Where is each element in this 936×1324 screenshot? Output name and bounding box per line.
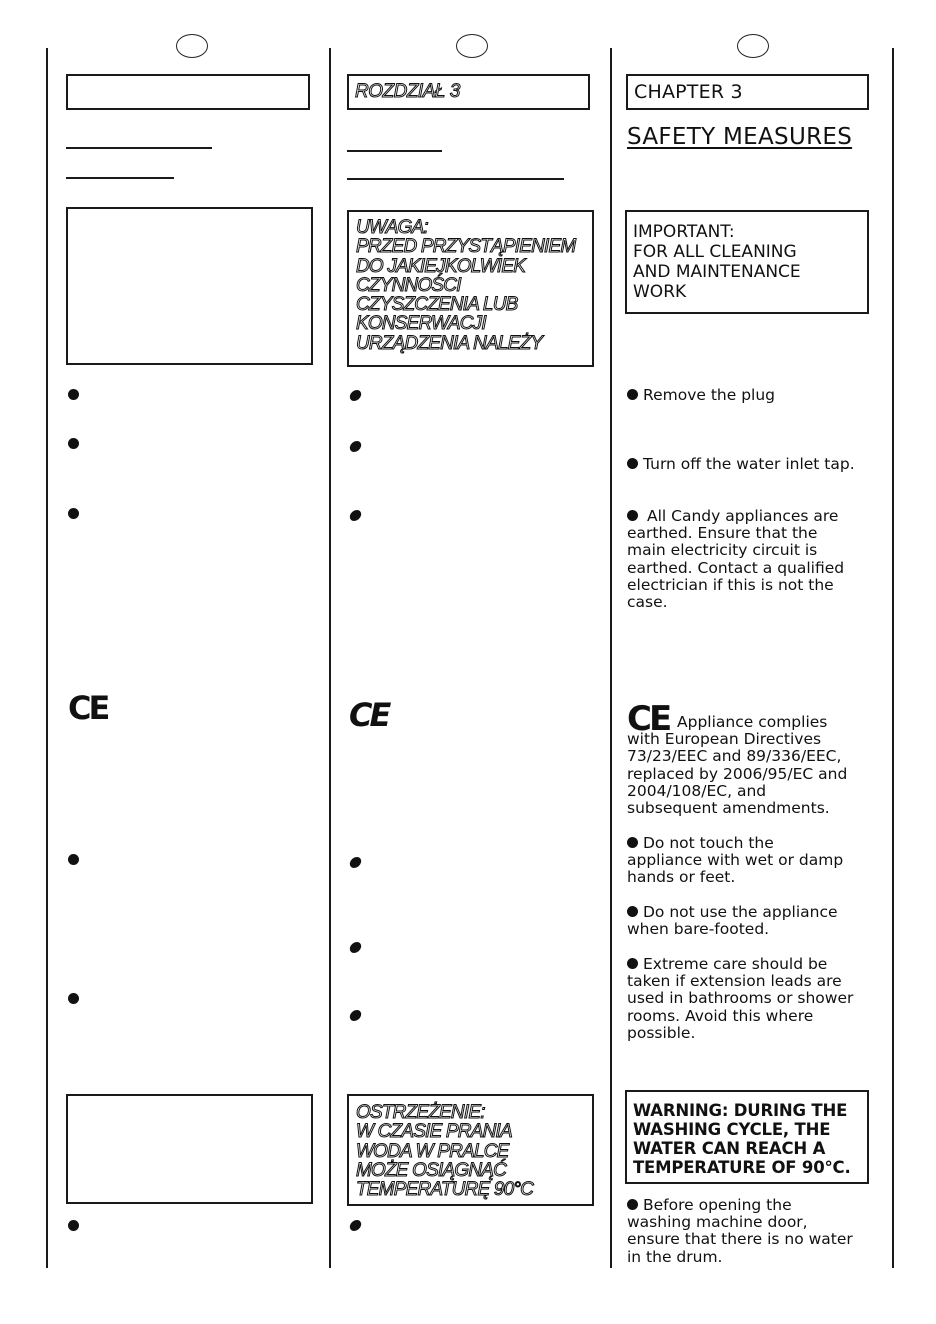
- language-badge-middle: [456, 34, 488, 58]
- bullet-icon: [627, 837, 638, 848]
- left-ce-mark: CE: [68, 689, 108, 727]
- middle-important-text: UWAGA: PRZED PRZYSTĄPIENIEM DO JAKIEJKOLWIEK CZYNNOŚCI CZYSZCZENIA LUB KONSERWACJI URZĄDZENIA NALEŻY: [356, 217, 576, 354]
- column-divider-3: [610, 48, 612, 1268]
- right-bullet-extension: Extreme care should be taken if extension leads are used in bathrooms or shower rooms. Avoid this where possible.: [627, 955, 854, 1042]
- left-bullet-1: [68, 389, 79, 400]
- left-chapter-box: [66, 74, 310, 110]
- left-bullet-4: [68, 854, 79, 865]
- bullet-icon: [627, 389, 638, 400]
- left-important-box: [66, 207, 313, 365]
- right-ce-text: Appliance complies with European Directives 73/23/EEC and 89/336/EEC, replaced by 2006/95/EC and 2004/108/EC, and subsequent amendments.: [627, 713, 848, 818]
- right-section-heading: SAFETY MEASURES: [627, 124, 853, 150]
- bullet-icon: [627, 1199, 638, 1210]
- right-bullet-remove-plug: Remove the plug: [627, 387, 887, 404]
- right-chapter-label: CHAPTER 3: [634, 81, 743, 103]
- middle-heading-underline-2: [347, 178, 564, 180]
- right-bullet-wet-hands: Do not touch the appliance with wet or damp hands or feet.: [627, 834, 844, 887]
- middle-bullet-5: [349, 942, 363, 953]
- right-bullet-door: Before opening the washing machine door, ensure that there is no water in the drum.: [627, 1196, 853, 1266]
- bullet-icon: [627, 458, 638, 469]
- right-bullet-water-tap: Turn off the water inlet tap.: [627, 456, 887, 473]
- language-badge-left: [176, 34, 208, 58]
- right-ce-compliance: [627, 699, 897, 818]
- left-bullet-5: [68, 993, 79, 1004]
- column-divider-2: [329, 48, 331, 1268]
- left-heading-underline-2: [66, 177, 174, 179]
- middle-heading-underline-1: [347, 150, 442, 152]
- left-bullet-6: [68, 1220, 79, 1231]
- middle-ce-mark: CE: [349, 696, 389, 734]
- right-important-text: IMPORTANT: FOR ALL CLEANING AND MAINTENANCE WORK: [633, 222, 801, 302]
- right-bullet-bare-footed: Do not use the appliance when bare-footed.: [627, 903, 838, 939]
- bullet-icon: [627, 958, 638, 969]
- left-heading-underline-1: [66, 147, 212, 149]
- right-bullet-earthed: All Candy appliances are earthed. Ensure that the main electricity circuit is earthed. Contact a qualified electrician if this is not the case.: [627, 507, 845, 612]
- left-bullet-2: [68, 438, 79, 449]
- ce-mark-icon: CE: [627, 699, 670, 739]
- middle-bullet-4: [349, 857, 363, 868]
- middle-bullet-6: [349, 1010, 363, 1021]
- language-badge-right: [737, 34, 769, 58]
- middle-bullet-3: [349, 510, 363, 521]
- middle-chapter-label: ROZDZIAŁ 3: [355, 81, 460, 102]
- middle-bullet-2: [349, 441, 363, 452]
- middle-bullet-1: [349, 390, 363, 401]
- column-divider-1: [46, 48, 48, 1268]
- bullet-icon: [627, 510, 638, 521]
- bullet-icon: [627, 906, 638, 917]
- middle-warning-text: OSTRZEŻENIE: W CZASIE PRANIA WODA W PRALCE MOŻE OSIĄGNĄĆ TEMPERATURĘ 90°C: [356, 1102, 534, 1201]
- right-warning-text: WARNING: DURING THE WASHING CYCLE, THE WATER CAN REACH A TEMPERATURE OF 90°C.: [633, 1101, 851, 1177]
- column-divider-4: [892, 48, 894, 1268]
- left-warning-box: [66, 1094, 313, 1204]
- middle-bullet-7: [349, 1220, 363, 1231]
- left-bullet-3: [68, 508, 79, 519]
